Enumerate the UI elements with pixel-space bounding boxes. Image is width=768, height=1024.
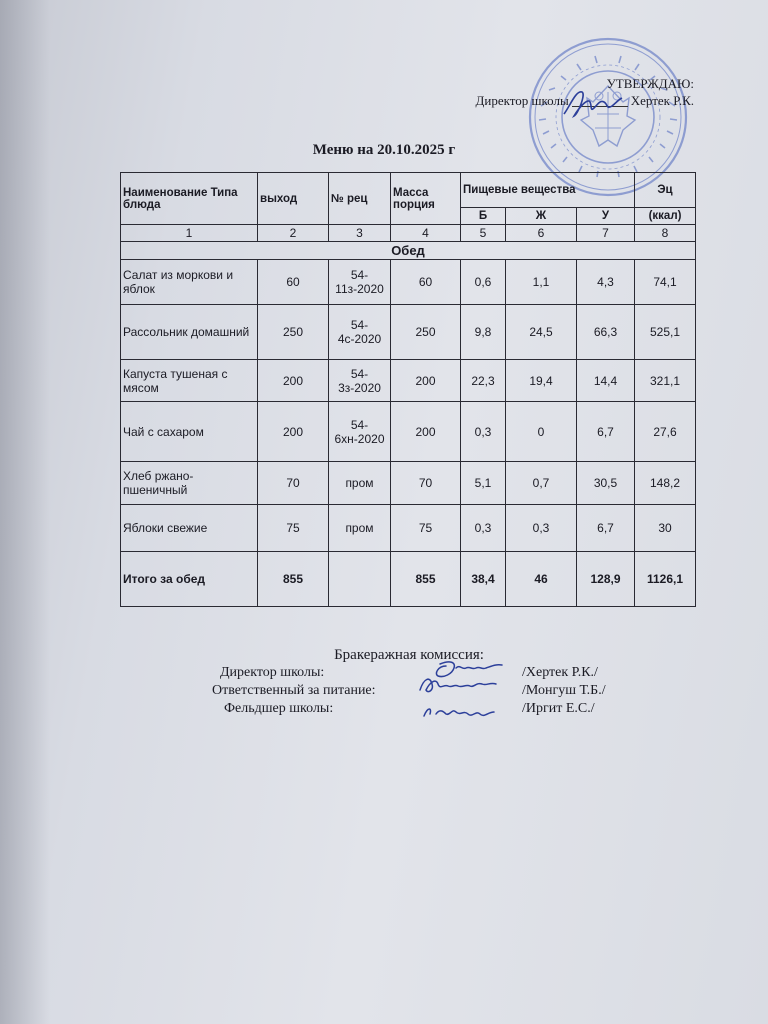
column-number: 3 [329, 225, 391, 242]
total-carbs: 128,9 [577, 552, 635, 607]
total-mass: 855 [391, 552, 461, 607]
dish-output: 60 [258, 260, 329, 305]
header-recipe: № рец [329, 173, 391, 225]
dish-name: Хлеб ржано-пшеничный [121, 462, 258, 505]
dish-fat: 0,3 [506, 505, 577, 552]
commission-member [0, 682, 768, 700]
dish-protein: 0,3 [461, 505, 506, 552]
header-row [121, 173, 696, 208]
table-row [121, 305, 696, 360]
dish-energy: 30 [635, 505, 696, 552]
total-energy: 1126,1 [635, 552, 696, 607]
dish-name: Яблоки свежие [121, 505, 258, 552]
total-protein: 38,4 [461, 552, 506, 607]
header-zh: Ж [506, 208, 577, 225]
commission-block [0, 646, 768, 718]
column-number: 6 [506, 225, 577, 242]
dish-fat: 0 [506, 402, 577, 462]
total-label: Итого за обед [121, 552, 258, 607]
dish-name: Чай с сахаром [121, 402, 258, 462]
header-energy-bottom: (ккал) [635, 208, 696, 225]
dish-fat: 1,1 [506, 260, 577, 305]
dish-mass: 200 [391, 402, 461, 462]
header-output: выход [258, 173, 329, 225]
commission-signatures [410, 656, 520, 732]
column-number: 8 [635, 225, 696, 242]
approve-director-name: Хертек Р.К. [630, 93, 694, 108]
dish-energy: 525,1 [635, 305, 696, 360]
dish-output: 200 [258, 402, 329, 462]
dish-recipe: пром [329, 505, 391, 552]
dish-fat: 19,4 [506, 360, 577, 402]
dish-energy: 74,1 [635, 260, 696, 305]
total-fat: 46 [506, 552, 577, 607]
commission-member [0, 664, 768, 682]
commission-member [0, 700, 768, 718]
member-name: /Монгуш Т.Б./ [522, 683, 606, 698]
header-b: Б [461, 208, 506, 225]
dish-energy: 27,6 [635, 402, 696, 462]
dish-recipe: 54-11з-2020 [329, 260, 391, 305]
member-role: Фельдшер школы: [224, 701, 334, 716]
director-signature [560, 84, 624, 124]
column-number: 2 [258, 225, 329, 242]
dish-carbs: 4,3 [577, 260, 635, 305]
page-title: Меню на 20.10.2025 г [312, 142, 456, 158]
column-number: 5 [461, 225, 506, 242]
total-recipe [329, 552, 391, 607]
table-row [121, 402, 696, 462]
dish-protein: 0,6 [461, 260, 506, 305]
member-name: /Иргит Е.С./ [522, 701, 595, 716]
table-row [121, 505, 696, 552]
header-mass: Масса порция [391, 173, 461, 225]
total-row [121, 552, 696, 607]
dish-output: 70 [258, 462, 329, 505]
dish-protein: 5,1 [461, 462, 506, 505]
menu-table [120, 172, 696, 607]
dish-name: Рассольник домашний [121, 305, 258, 360]
header-nutrients: Пищевые вещества [461, 173, 635, 208]
section-title: Обед [121, 242, 696, 260]
column-number: 4 [391, 225, 461, 242]
member-name: /Хертек Р.К./ [522, 665, 598, 680]
dish-fat: 0,7 [506, 462, 577, 505]
dish-mass: 70 [391, 462, 461, 505]
table-row [121, 260, 696, 305]
commission-heading: Бракеражная комиссия: [334, 647, 484, 663]
dish-carbs: 6,7 [577, 505, 635, 552]
dish-recipe: 54-4с-2020 [329, 305, 391, 360]
approve-label: УТВЕРЖДАЮ: [606, 76, 694, 91]
member-role: Директор школы: [220, 665, 325, 680]
dish-mass: 200 [391, 360, 461, 402]
dish-carbs: 6,7 [577, 402, 635, 462]
dish-output: 250 [258, 305, 329, 360]
dish-name: Салат из моркови и яблок [121, 260, 258, 305]
column-number: 1 [121, 225, 258, 242]
dish-output: 200 [258, 360, 329, 402]
header-dish: Наименование Типа блюда [121, 173, 258, 225]
dish-output: 75 [258, 505, 329, 552]
dish-mass: 75 [391, 505, 461, 552]
dish-mass: 60 [391, 260, 461, 305]
dish-mass: 250 [391, 305, 461, 360]
dish-carbs: 14,4 [577, 360, 635, 402]
dish-protein: 9,8 [461, 305, 506, 360]
dish-recipe: 54-6хн-2020 [329, 402, 391, 462]
approve-director-label: Директор школы [475, 93, 569, 108]
dish-name: Капуста тушеная с мясом [121, 360, 258, 402]
total-output: 855 [258, 552, 329, 607]
dish-recipe: 54-3з-2020 [329, 360, 391, 402]
dish-protein: 22,3 [461, 360, 506, 402]
dish-carbs: 30,5 [577, 462, 635, 505]
dish-fat: 24,5 [506, 305, 577, 360]
dish-carbs: 66,3 [577, 305, 635, 360]
header-u: У [577, 208, 635, 225]
member-role: Ответственный за питание: [212, 683, 376, 698]
column-numbers-row [121, 225, 696, 242]
dish-energy: 148,2 [635, 462, 696, 505]
dish-protein: 0,3 [461, 402, 506, 462]
dish-energy: 321,1 [635, 360, 696, 402]
table-row [121, 462, 696, 505]
header-energy-top: Эц [635, 173, 696, 208]
section-row [121, 242, 696, 260]
column-number: 7 [577, 225, 635, 242]
dish-recipe: пром [329, 462, 391, 505]
table-row [121, 360, 696, 402]
